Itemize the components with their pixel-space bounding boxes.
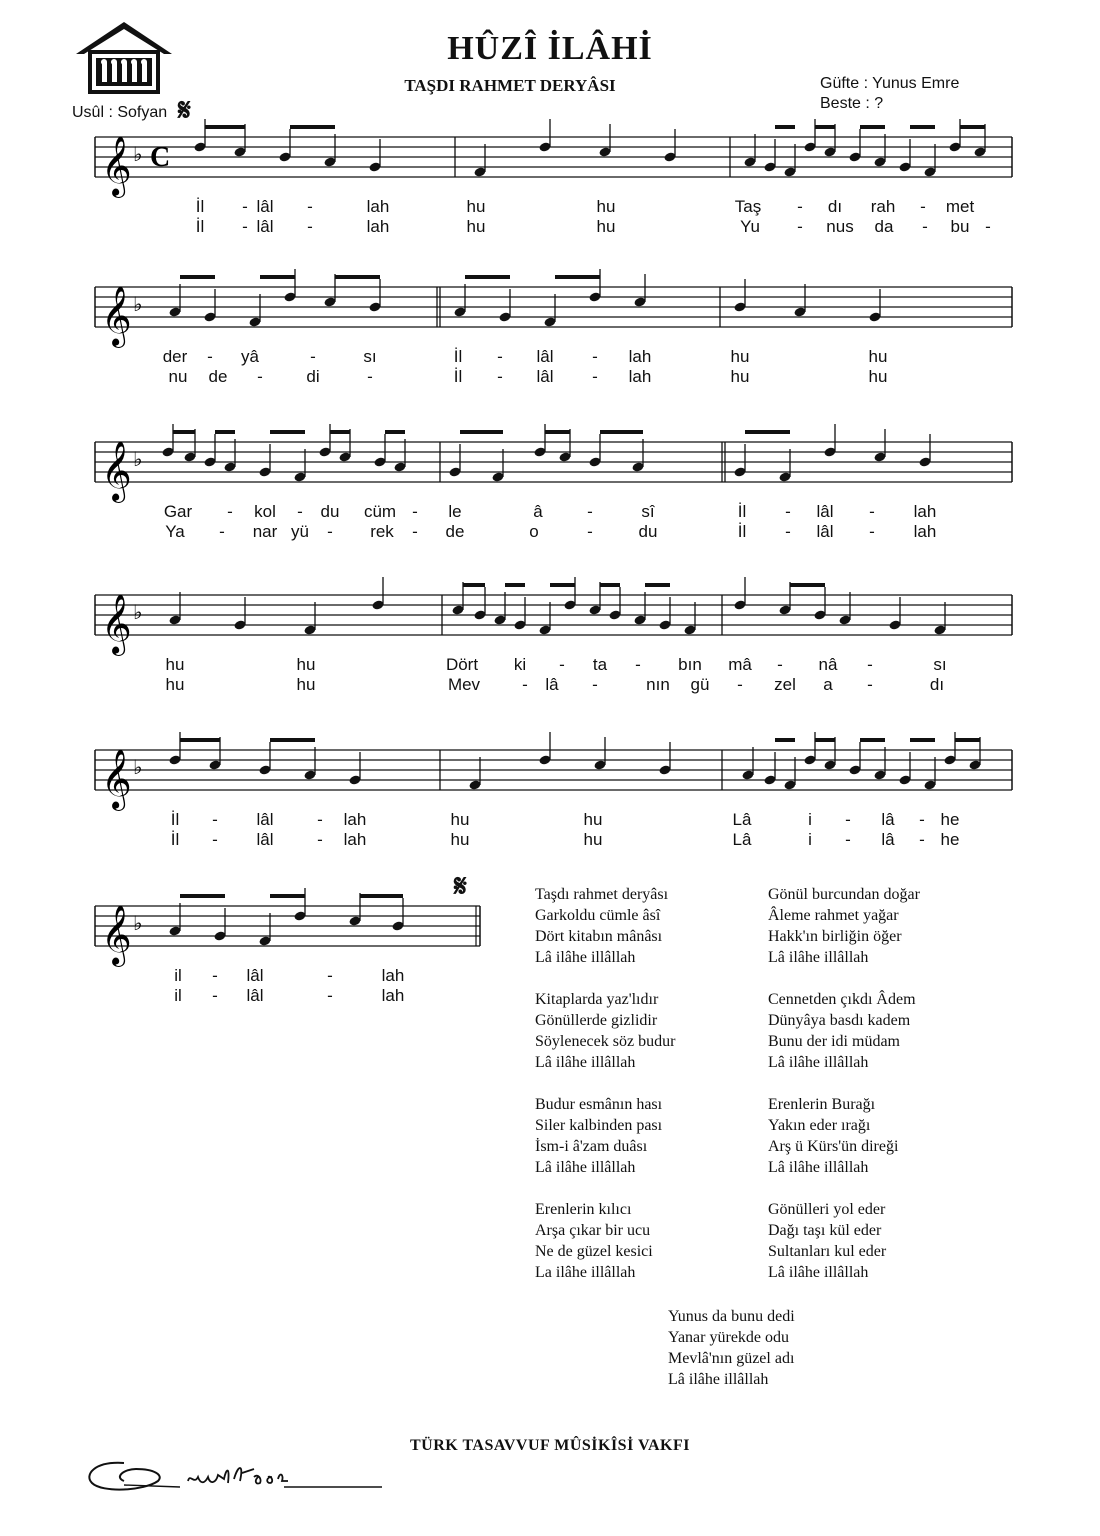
poem-line: Gönülleri yol eder — [768, 1201, 886, 1218]
lyric-syllable: ki — [513, 655, 527, 674]
lyric-syllable: - — [920, 197, 926, 216]
lyric-syllable: lah — [381, 986, 405, 1005]
poem-line: Budur esmânın hası — [535, 1096, 663, 1113]
lyric-syllable: Gar — [163, 502, 193, 521]
poem-line: Lâ ilâhe illâllah — [535, 1054, 636, 1071]
lyric-syllable: lâl — [816, 522, 834, 541]
poem-line: Lâ ilâhe illâllah — [768, 949, 869, 966]
lyric-syllable: he — [940, 830, 960, 849]
lyric-syllable: lâl — [256, 197, 274, 216]
lyric-syllable: lâ — [545, 675, 559, 694]
lyric-syllable: İl — [453, 347, 463, 366]
poem-right-column — [768, 884, 920, 1283]
poem-stanza — [768, 884, 920, 968]
poem-line: Kitaplarda yaz'lıdır — [535, 991, 659, 1008]
lyric-syllable: lâl — [246, 966, 264, 985]
poem-line: Erenlerin kılıcı — [535, 1201, 632, 1218]
lyric-syllable: lâl — [536, 367, 554, 386]
lyric-syllable: - — [257, 367, 263, 386]
treble-clef-icon: 𝄞 — [101, 594, 132, 654]
treble-clef-icon: 𝄞 — [101, 136, 132, 196]
poem-line: Lâ ilâhe illâllah — [535, 1159, 636, 1176]
lyric-syllable: zel — [774, 675, 796, 694]
lyric-syllable: nu — [168, 367, 188, 386]
lyric-syllable: lah — [343, 830, 367, 849]
lyric-syllable: hu — [450, 810, 470, 829]
lyric-syllable: - — [367, 367, 373, 386]
lyric-syllable: İl — [453, 367, 463, 386]
poem-line: Yanar yürekde odu — [668, 1329, 790, 1346]
poem-line: Hakk'ın birliğin öğer — [768, 928, 902, 945]
lyric-syllable: hu — [165, 655, 185, 674]
lyric-syllable: lâl — [256, 810, 274, 829]
poem-line: İsm-i â'zam duâsı — [535, 1138, 648, 1155]
lyric-syllable: rah — [870, 197, 896, 216]
lyric-syllable: hu — [296, 655, 316, 674]
poem-line: Lâ ilâhe illâllah — [768, 1159, 869, 1176]
lyric-syllable: - — [327, 986, 333, 1005]
poem-line: Dünyâya basdı kadem — [768, 1012, 911, 1029]
lyric-syllable: du — [320, 502, 340, 521]
poem-final-stanza — [668, 1306, 795, 1390]
key-flat-icon: ♭ — [133, 447, 143, 471]
lyric-syllable: lah — [381, 966, 405, 985]
lyric-syllable: hu — [450, 830, 470, 849]
lyric-syllable: - — [317, 810, 323, 829]
footer-organization: TÜRK TASAVVUF MÛSİKÎSİ VAKFI — [410, 1437, 690, 1454]
lyric-syllable: bu — [950, 217, 970, 236]
lyric-syllable: - — [869, 502, 875, 521]
lyricist-credit: Güfte : Yunus Emre — [820, 75, 960, 92]
usul-label: Usûl : Sofyan — [72, 104, 168, 121]
lyric-syllable: - — [777, 655, 783, 674]
lyric-syllable: - — [212, 810, 218, 829]
treble-clef-icon: 𝄞 — [101, 441, 132, 501]
lyric-syllable: â — [533, 502, 543, 521]
lyric-syllable: - — [327, 966, 333, 985]
lyric-syllable: Lâ — [732, 830, 752, 849]
lyric-syllable: hu — [583, 830, 603, 849]
lyric-syllable: nın — [646, 675, 670, 694]
segno-sign-start: 𝄋 — [178, 94, 191, 127]
poem-line: Dört kitabın mânâsı — [535, 928, 663, 945]
lyric-syllable: - — [845, 830, 851, 849]
lyric-syllable: i — [808, 830, 812, 849]
lyric-syllable: lâl — [256, 217, 274, 236]
key-flat-icon: ♭ — [133, 911, 143, 935]
time-signature: C — [150, 142, 171, 173]
lyric-syllable: lah — [628, 367, 652, 386]
lyric-syllable: - — [985, 217, 991, 236]
lyric-syllable: - — [307, 197, 313, 216]
lyric-syllable: i — [808, 810, 812, 829]
lyric-syllable: - — [592, 367, 598, 386]
lyric-syllable: nus — [826, 217, 854, 236]
lyric-syllable: - — [559, 655, 565, 674]
staff-system — [0, 434, 1100, 501]
lyric-syllable: Taş — [734, 197, 762, 216]
lyric-syllable: - — [797, 197, 803, 216]
lyric-syllable: il — [174, 986, 182, 1005]
lyric-syllable: hu — [296, 675, 316, 694]
lyric-syllable: bın — [678, 655, 702, 674]
lyric-syllable: gü — [690, 675, 710, 694]
lyric-syllable: - — [297, 502, 303, 521]
page-title: HÛZÎ İLÂHİ — [447, 30, 653, 67]
segno-sign-end: 𝄋 — [454, 870, 467, 903]
lyric-syllable: lâl — [256, 830, 274, 849]
key-flat-icon: ♭ — [133, 755, 143, 779]
lyric-syllable: di — [306, 367, 320, 386]
lyric-syllable: - — [412, 502, 418, 521]
lyric-syllable: - — [867, 675, 873, 694]
lyric-syllable: - — [412, 522, 418, 541]
treble-clef-icon: 𝄞 — [101, 749, 132, 809]
poem-line: La ilâhe illâllah — [535, 1264, 636, 1281]
poem-stanza — [768, 1199, 920, 1283]
key-flat-icon: ♭ — [133, 600, 143, 624]
poem-left-column — [535, 884, 675, 1283]
poem-stanza — [768, 989, 920, 1073]
lyric-syllable: dı — [827, 197, 843, 216]
lyric-syllable: hu — [596, 197, 616, 216]
lyric-syllable: met — [945, 197, 975, 216]
lyric-syllable: lah — [628, 347, 652, 366]
lyric-syllable: o — [529, 522, 539, 541]
lyric-syllable: kol — [254, 502, 276, 521]
lyric-syllable: lâ — [881, 830, 895, 849]
lyric-syllable: il — [174, 966, 182, 985]
lyric-syllable: lah — [913, 502, 937, 521]
lyric-syllable: lah — [366, 217, 390, 236]
lyric-syllable: yâ — [241, 347, 259, 366]
poem-line: Bunu der idi müdam — [768, 1033, 900, 1050]
poem-line: Söylenecek söz budur — [535, 1033, 676, 1050]
lyric-syllable: Dört — [445, 655, 479, 674]
lyric-syllable: a — [823, 675, 833, 694]
poem-line: Arşa çıkar bir ucu — [535, 1222, 651, 1239]
poem-line: Âleme rahmet yağar — [768, 907, 899, 924]
lyric-syllable: yü — [291, 522, 309, 541]
lyric-syllable: İl — [737, 502, 747, 521]
poem-stanza — [535, 884, 675, 968]
staff-system — [0, 129, 1100, 196]
lyric-syllable: lah — [366, 197, 390, 216]
lyric-syllable: - — [497, 347, 503, 366]
lyric-syllable: hu — [466, 197, 486, 216]
treble-clef-icon: 𝄞 — [101, 286, 132, 346]
composer-credit: Beste : ? — [820, 95, 884, 112]
poem-line: Yunus da bunu dedi — [668, 1308, 795, 1325]
staff-system — [0, 742, 1100, 809]
lyric-syllable: hu — [165, 675, 185, 694]
lyric-syllable: - — [785, 522, 791, 541]
poem-line: Sultanları kul eder — [768, 1243, 887, 1260]
lyric-syllable: - — [242, 217, 248, 236]
lyric-syllable: - — [592, 347, 598, 366]
lyric-syllable: hu — [730, 347, 750, 366]
lyric-syllable: İl — [170, 830, 180, 849]
lyric-syllable: - — [919, 810, 925, 829]
lyric-syllable: lâl — [246, 986, 264, 1005]
treble-clef-icon: 𝄞 — [101, 905, 132, 965]
lyric-syllable: - — [310, 347, 316, 366]
lyric-syllable: - — [212, 966, 218, 985]
poem-stanza — [535, 989, 675, 1073]
lyric-syllable: - — [922, 217, 928, 236]
lyric-syllable: - — [737, 675, 743, 694]
poem-line: Ne de güzel kesici — [535, 1243, 653, 1260]
lyric-syllable: - — [785, 502, 791, 521]
lyric-syllable: - — [522, 675, 528, 694]
poem-line: Taşdı rahmet deryâsı — [535, 886, 669, 903]
lyric-syllable: İl — [170, 810, 180, 829]
lyric-syllable: - — [592, 675, 598, 694]
lyric-syllable: - — [867, 655, 873, 674]
lyric-syllable: hu — [596, 217, 616, 236]
lyric-syllable: - — [587, 522, 593, 541]
lyric-syllable: le — [448, 502, 462, 521]
lyric-syllable: rek — [370, 522, 394, 541]
lyric-syllable: - — [307, 217, 313, 236]
lyric-syllable: da — [874, 217, 894, 236]
lyric-syllable: - — [327, 522, 333, 541]
poem-stanza — [535, 1094, 675, 1178]
lyric-syllable: - — [207, 347, 213, 366]
lyric-syllable: - — [635, 655, 641, 674]
page-subtitle: TAŞDI RAHMET DERYÂSI — [404, 76, 616, 95]
lyric-syllable: der — [162, 347, 188, 366]
poem-line: Garkoldu cümle âsî — [535, 907, 661, 924]
lyric-syllable: Ya — [165, 522, 185, 541]
lyric-syllable: - — [587, 502, 593, 521]
lyric-syllable: Mev — [447, 675, 481, 694]
lyric-syllable: lah — [913, 522, 937, 541]
lyric-syllable: hu — [466, 217, 486, 236]
lyric-syllable: İl — [195, 217, 205, 236]
lyric-syllable: - — [869, 522, 875, 541]
lyric-syllable: Lâ — [732, 810, 752, 829]
lyric-syllable: nâ — [818, 655, 838, 674]
poem-line: Gönül burcundan doğar — [768, 886, 920, 903]
lyric-syllable: hu — [868, 347, 888, 366]
lyric-syllable: mâ — [728, 655, 752, 674]
lyric-syllable: - — [845, 810, 851, 829]
lyric-syllable: ta — [592, 655, 608, 674]
lyric-syllable: - — [219, 522, 225, 541]
lyric-syllable: lâl — [536, 347, 554, 366]
lyric-syllable: - — [212, 830, 218, 849]
lyric-syllable: sı — [933, 655, 947, 674]
poem-stanza — [768, 1094, 920, 1178]
lyric-syllable: - — [797, 217, 803, 236]
poem-line: Lâ ilâhe illâllah — [768, 1264, 869, 1281]
poem-line: Cennetden çıkdı Âdem — [768, 991, 916, 1008]
lyric-syllable: İl — [737, 522, 747, 541]
lyric-syllable: - — [919, 830, 925, 849]
poem-stanza — [535, 1199, 675, 1283]
poem-line: Arş ü Kürs'ün direği — [768, 1138, 899, 1155]
lyric-syllable: hu — [583, 810, 603, 829]
lyric-syllable: du — [638, 522, 658, 541]
lyric-syllable: de — [208, 367, 228, 386]
lyric-syllable: hu — [868, 367, 888, 386]
key-flat-icon: ♭ — [133, 292, 143, 316]
lyric-syllable: lâl — [816, 502, 834, 521]
lyric-syllable: sı — [363, 347, 377, 366]
staff-system — [0, 587, 1100, 654]
lyric-syllable: cüm — [363, 502, 397, 521]
lyric-syllable: lah — [343, 810, 367, 829]
lyric-syllable: Yu — [740, 217, 760, 236]
lyric-syllable: - — [212, 986, 218, 1005]
staff-system — [0, 279, 1100, 346]
lyric-syllable: - — [497, 367, 503, 386]
lyric-syllable: de — [445, 522, 465, 541]
poem-line: Yakın eder ırağı — [768, 1117, 871, 1134]
poem-line: Erenlerin Burağı — [768, 1096, 876, 1113]
lyric-syllable: - — [242, 197, 248, 216]
lyric-syllable: - — [227, 502, 233, 521]
lyric-syllable: he — [940, 810, 960, 829]
poem-line: Lâ ilâhe illâllah — [768, 1054, 869, 1071]
lyric-syllable: nar — [252, 522, 278, 541]
lyric-syllable: hu — [730, 367, 750, 386]
poem-line: Lâ ilâhe illâllah — [535, 949, 636, 966]
poem-line: Lâ ilâhe illâllah — [668, 1371, 769, 1388]
lyric-syllable: sî — [641, 502, 655, 521]
poem-line: Dağı taşı kül eder — [768, 1222, 882, 1239]
lyric-syllable: lâ — [881, 810, 895, 829]
lyric-syllable: dı — [929, 675, 945, 694]
key-flat-icon: ♭ — [133, 142, 143, 166]
lyric-syllable: - — [317, 830, 323, 849]
lyric-syllable: İl — [195, 197, 205, 216]
poem-line: Mevlâ'nın güzel adı — [668, 1350, 795, 1367]
poem-line: Siler kalbinden pası — [535, 1117, 663, 1134]
handwritten-signature — [84, 1455, 384, 1500]
poem-line: Gönüllerde gizlidir — [535, 1012, 658, 1029]
